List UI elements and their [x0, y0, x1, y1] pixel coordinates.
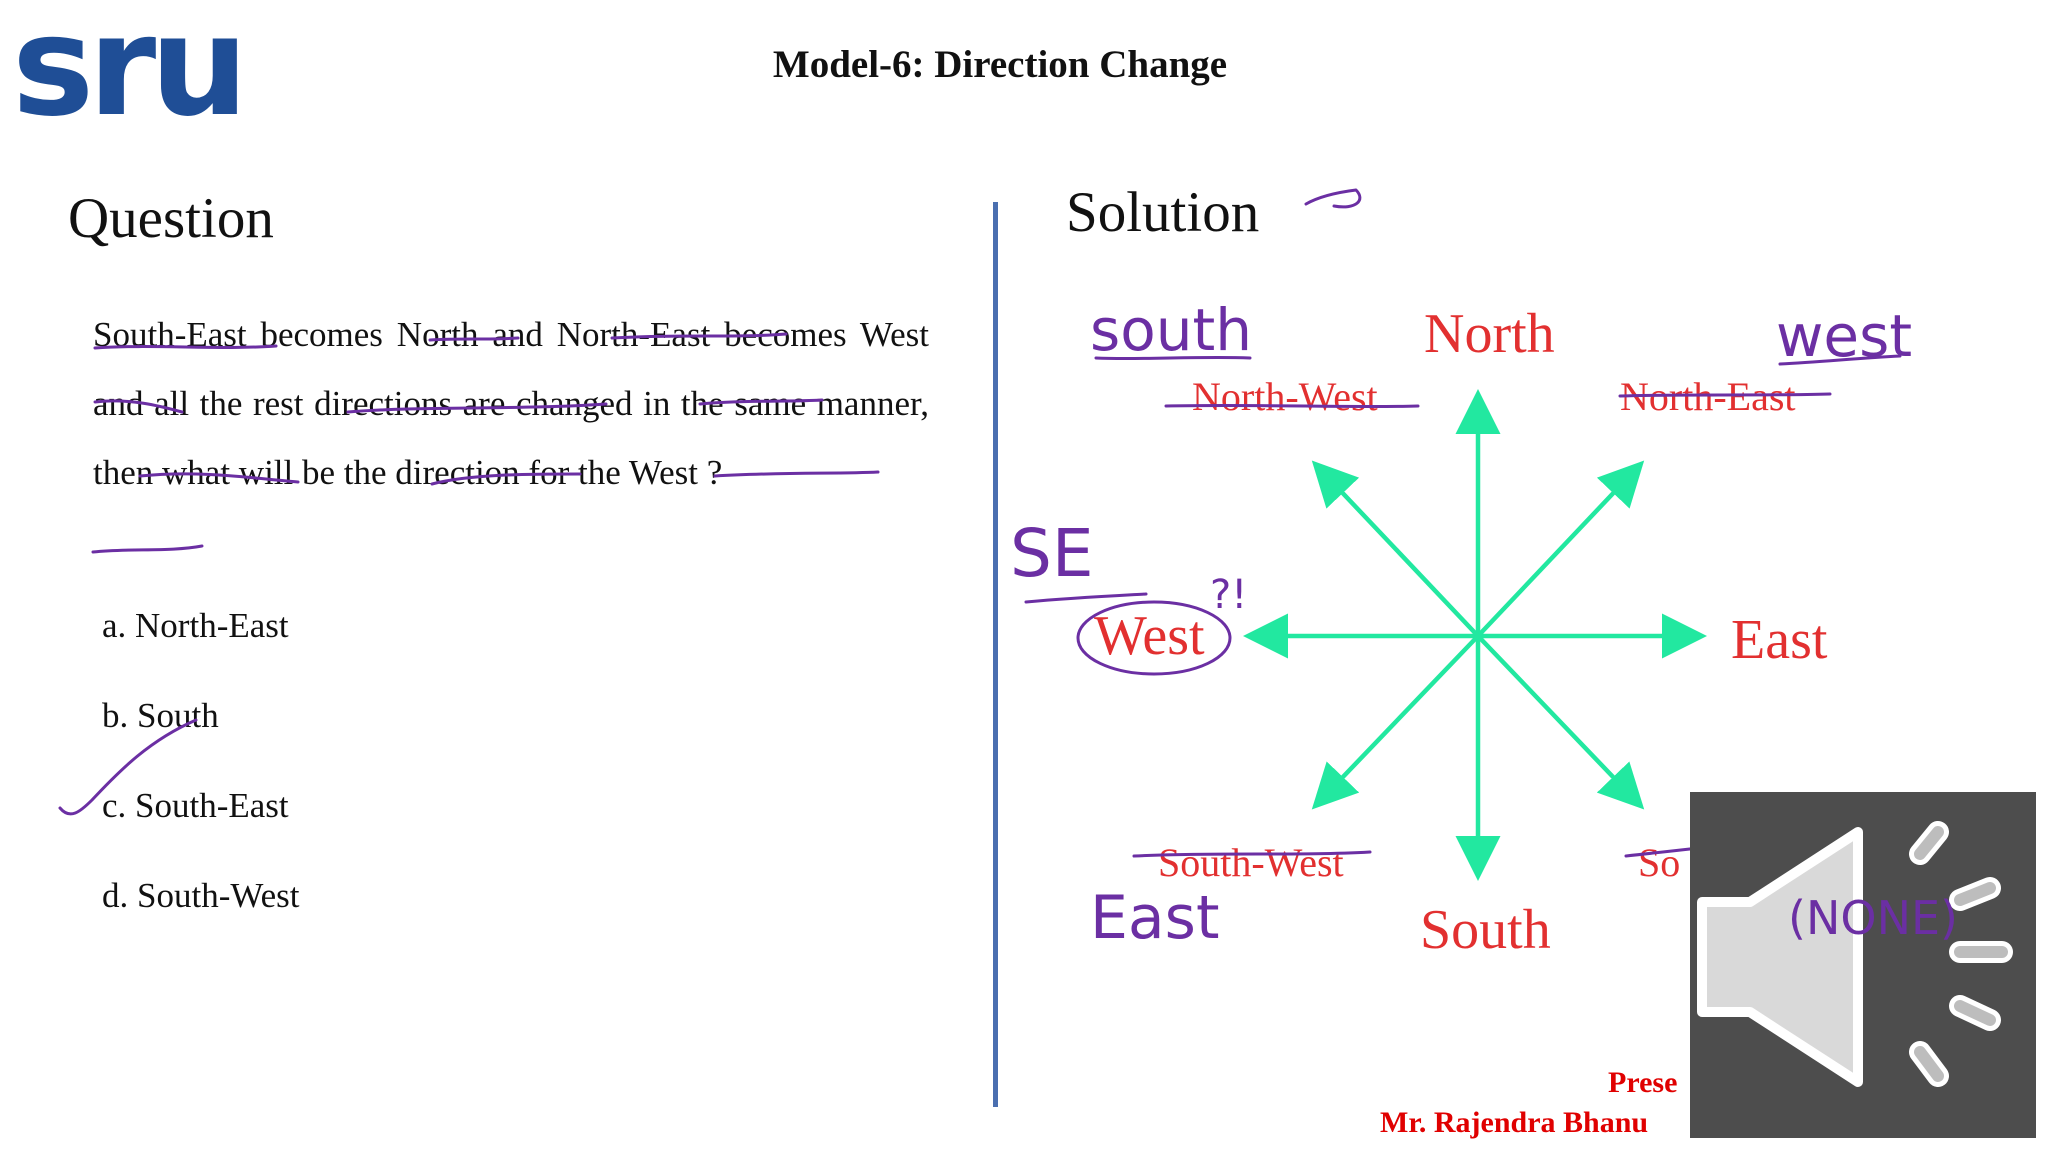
- solution-heading: Solution: [1066, 181, 1260, 244]
- question-text: South-East becomes North and North-East becomes West and all the rest directions are changed in the same manner, then what will be the direction for the West ?: [93, 315, 929, 492]
- arrow-south-west: [1318, 636, 1478, 803]
- logo-text: sru: [12, 16, 243, 126]
- presenter-line-1: Prese: [1608, 1066, 1678, 1099]
- arrow-north-west: [1318, 467, 1478, 636]
- note-south: south: [1090, 296, 1252, 364]
- label-north-west: North-West: [1192, 374, 1378, 419]
- note-question-mark: ?!: [1210, 572, 1248, 618]
- label-north-east: North-East: [1620, 374, 1796, 419]
- question-heading: Question: [68, 187, 274, 250]
- option-d: d. South-West: [102, 876, 300, 915]
- audio-speaker-button[interactable]: [1690, 792, 2036, 1138]
- note-none: (NONE): [1788, 891, 1958, 945]
- note-west: west: [1776, 302, 1913, 370]
- option-c: c. South-East: [102, 786, 289, 825]
- label-west: West: [1094, 605, 1205, 667]
- note-east: East: [1090, 883, 1220, 953]
- label-south: South: [1420, 899, 1551, 961]
- label-south-east-partial: So: [1638, 840, 1681, 885]
- presenter-line-2: Mr. Rajendra Bhanu: [1380, 1106, 1649, 1139]
- label-east: East: [1731, 609, 1828, 671]
- label-north: North: [1424, 303, 1555, 365]
- speaker-volume-icon: [1690, 792, 2036, 1138]
- label-south-west: South-West: [1158, 840, 1344, 885]
- option-a: a. North-East: [102, 606, 289, 645]
- slide-title: Model-6: Direction Change: [772, 43, 1228, 86]
- note-se: SE: [1010, 515, 1094, 592]
- arrow-south-east: [1478, 636, 1638, 803]
- option-b: b. South: [102, 696, 219, 735]
- arrow-north-east: [1478, 467, 1638, 636]
